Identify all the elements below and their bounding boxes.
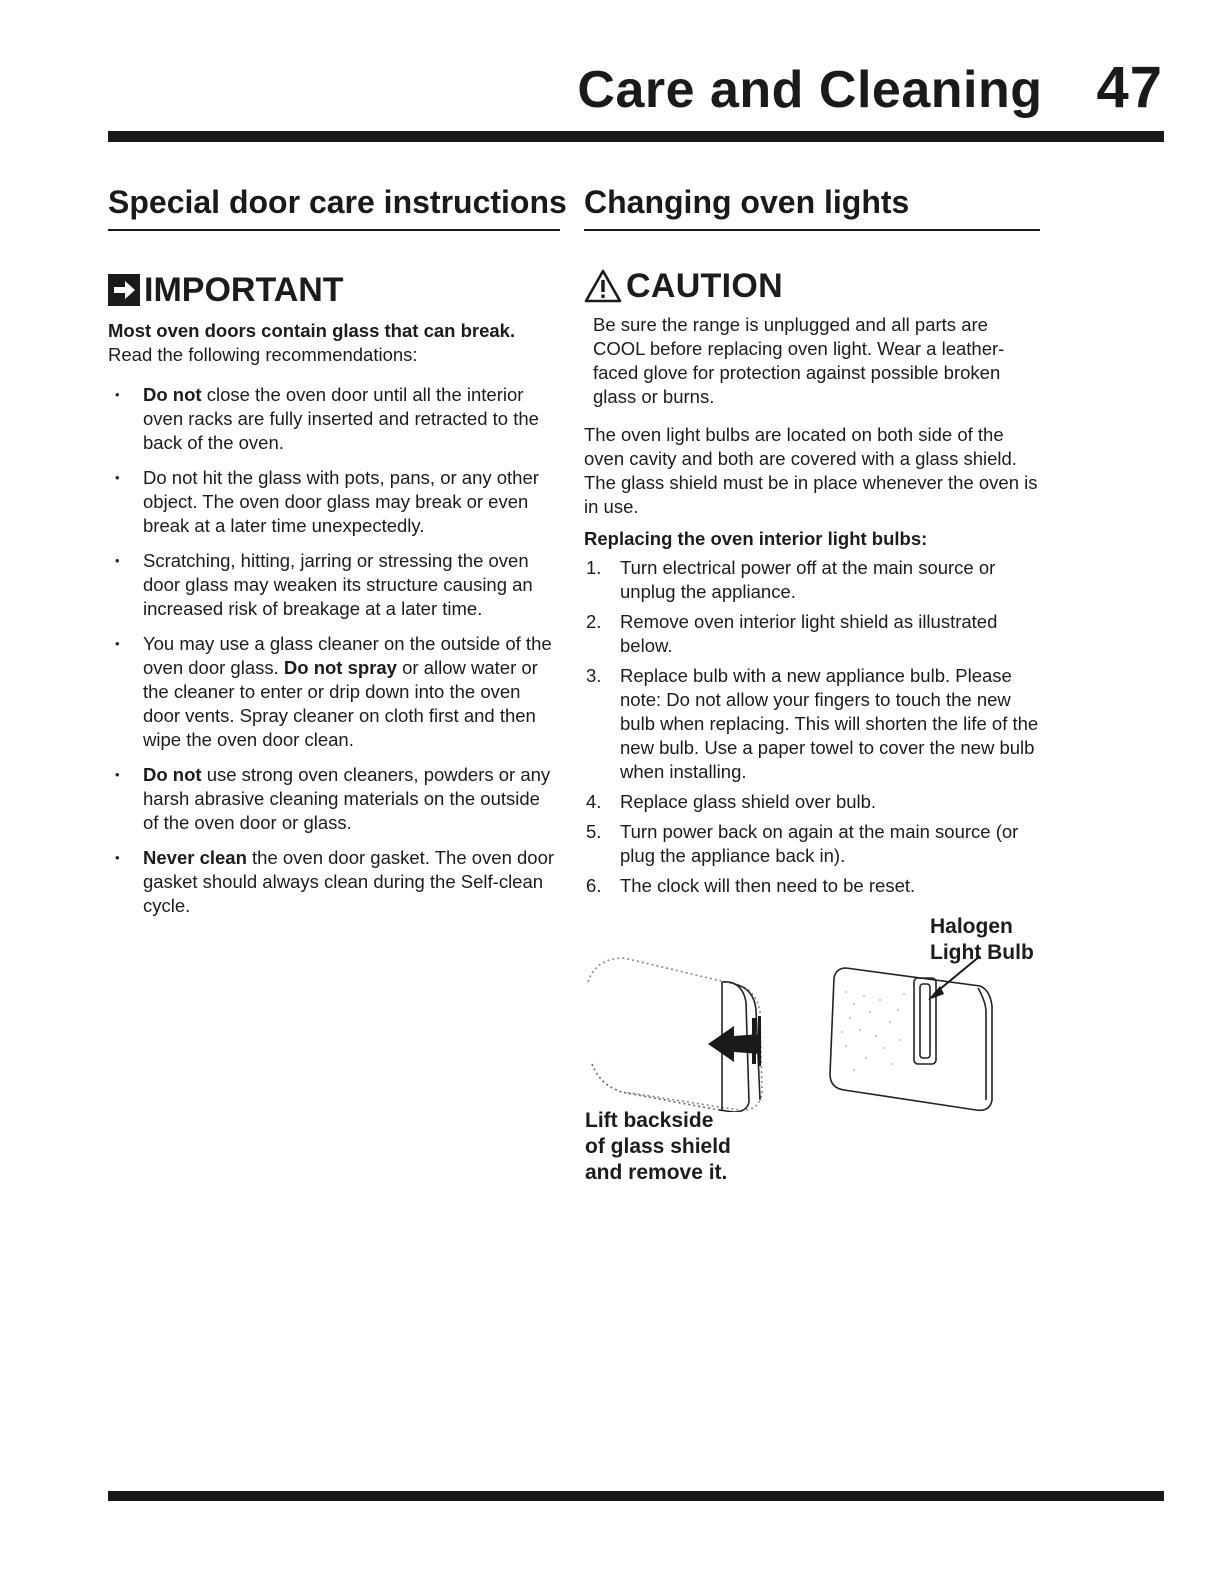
page-header — [577, 54, 1163, 121]
caution-text: Be sure the range is unplugged and all parts are COOL before replacing oven light. Wear a leather-faced glove for protection against possible broken glass or burns. — [593, 314, 1005, 408]
step-number: 3. — [586, 665, 602, 687]
oven-lights-title: Changing oven lights — [584, 185, 1040, 231]
bullet-icon: • — [115, 767, 120, 783]
lift-shield-label: Lift backside of glass shield and remove it. — [585, 1109, 731, 1184]
page-number: 47 — [1096, 55, 1163, 120]
caution-label: CAUTION — [626, 267, 783, 306]
list-item — [108, 632, 560, 752]
list-item — [584, 664, 1040, 784]
bullet-icon: • — [115, 387, 120, 403]
bullet-bold: Never clean — [143, 847, 247, 869]
list-item — [584, 790, 1040, 814]
bullet-text: close the oven door until all the interior oven racks are fully inserted and retracted to the back of the oven. — [143, 384, 539, 454]
bullet-text: use strong oven cleaners, powders or any harsh abrasive cleaning materials on the outside of the oven door or glass. — [143, 764, 551, 834]
step-number: 2. — [586, 611, 602, 633]
bullet-bold: Do not spray — [283, 657, 397, 679]
bullet-bold: Do not — [143, 764, 202, 786]
glass-warning-bold: Most oven doors contain glass that can break. — [108, 320, 516, 342]
header-rule — [108, 131, 1164, 142]
list-item — [108, 846, 560, 918]
list-item — [584, 874, 1040, 898]
door-care-list — [108, 383, 560, 918]
step-text: Replace glass shield over bulb. — [620, 791, 877, 813]
door-care-title: Special door care instructions — [108, 185, 560, 231]
bullet-text: Scratching, hitting, jarring or stressing the oven door glass may weaken its structure causing an increased risk of breakage at a later time. — [143, 550, 533, 620]
warning-triangle-icon — [584, 269, 622, 303]
light-shield-illustration — [584, 912, 1054, 1192]
arrow-important-icon — [108, 274, 140, 306]
step-number: 5. — [586, 821, 602, 843]
step-text: The clock will then need to be reset. — [620, 875, 916, 897]
bullet-icon: • — [115, 470, 120, 486]
list-item — [108, 549, 560, 621]
oven-lights-section — [584, 185, 1040, 904]
speckle-texture — [841, 991, 905, 1071]
important-label: IMPORTANT — [144, 271, 344, 310]
bullet-icon: • — [115, 553, 120, 569]
footer-rule — [108, 1491, 1164, 1501]
bullet-icon: • — [115, 850, 120, 866]
step-text: Replace bulb with a new appliance bulb. Please note: Do not allow your fingers to touch the new bulb when replacing. This will shorten the life of the new bulb. Use a paper towel to cover the new bulb when installing. — [620, 665, 1039, 783]
step-text: Remove oven interior light shield as illustrated below. — [620, 611, 998, 657]
bullet-icon: • — [115, 636, 120, 652]
bullet-text: the oven door gasket. The oven door gasket should always clean during the Self-clean cycle. — [143, 847, 555, 917]
step-text: Turn power back on again at the main source (or plug the appliance back in). — [620, 821, 1019, 867]
step-number: 6. — [586, 875, 602, 897]
step-text: Turn electrical power off at the main source or unplug the appliance. — [620, 557, 996, 603]
list-item — [584, 820, 1040, 868]
list-item — [584, 610, 1040, 658]
light-location-text: The oven light bulbs are located on both side of the oven cavity and both are covered with a glass shield. The glass shield must be in place whenever the oven is in use. — [584, 424, 1038, 518]
glass-warning-text: Read the following recommendations: — [108, 344, 418, 366]
pointer-arrow-icon — [928, 956, 980, 1000]
step-number: 1. — [586, 557, 602, 579]
glass-shield-drawing — [584, 952, 1054, 1112]
bullet-text: Do not hit the glass with pots, pans, or any other object. The oven door glass may break or even break at a later time unexpectedly. — [143, 467, 539, 537]
lifted-shield-icon — [588, 958, 762, 1112]
list-item — [108, 383, 560, 455]
lift-arrow-icon — [708, 1016, 761, 1066]
important-notice-heading — [108, 271, 560, 310]
list-item — [108, 763, 560, 835]
caution-heading — [584, 267, 1040, 306]
step-number: 4. — [586, 791, 602, 813]
bullet-text: or allow water or the cleaner to enter or drip down into the oven door vents. Spray cleaner on cloth first and then wipe the oven door clean. — [143, 657, 538, 751]
bullet-text-pre: You may use a glass cleaner on the outside of the oven door glass. — [143, 633, 552, 679]
installed-shield-icon — [830, 968, 992, 1110]
list-item — [108, 466, 560, 538]
page-title: Care and Cleaning — [577, 61, 1043, 119]
door-care-section — [108, 184, 567, 929]
replace-steps-list — [584, 556, 1040, 898]
list-item — [584, 556, 1040, 604]
replace-bulbs-heading: Replacing the oven interior light bulbs: — [584, 528, 928, 550]
bullet-bold: Do not — [143, 384, 202, 406]
halogen-bulb-label: Halogen Light Bulb — [930, 915, 1034, 964]
